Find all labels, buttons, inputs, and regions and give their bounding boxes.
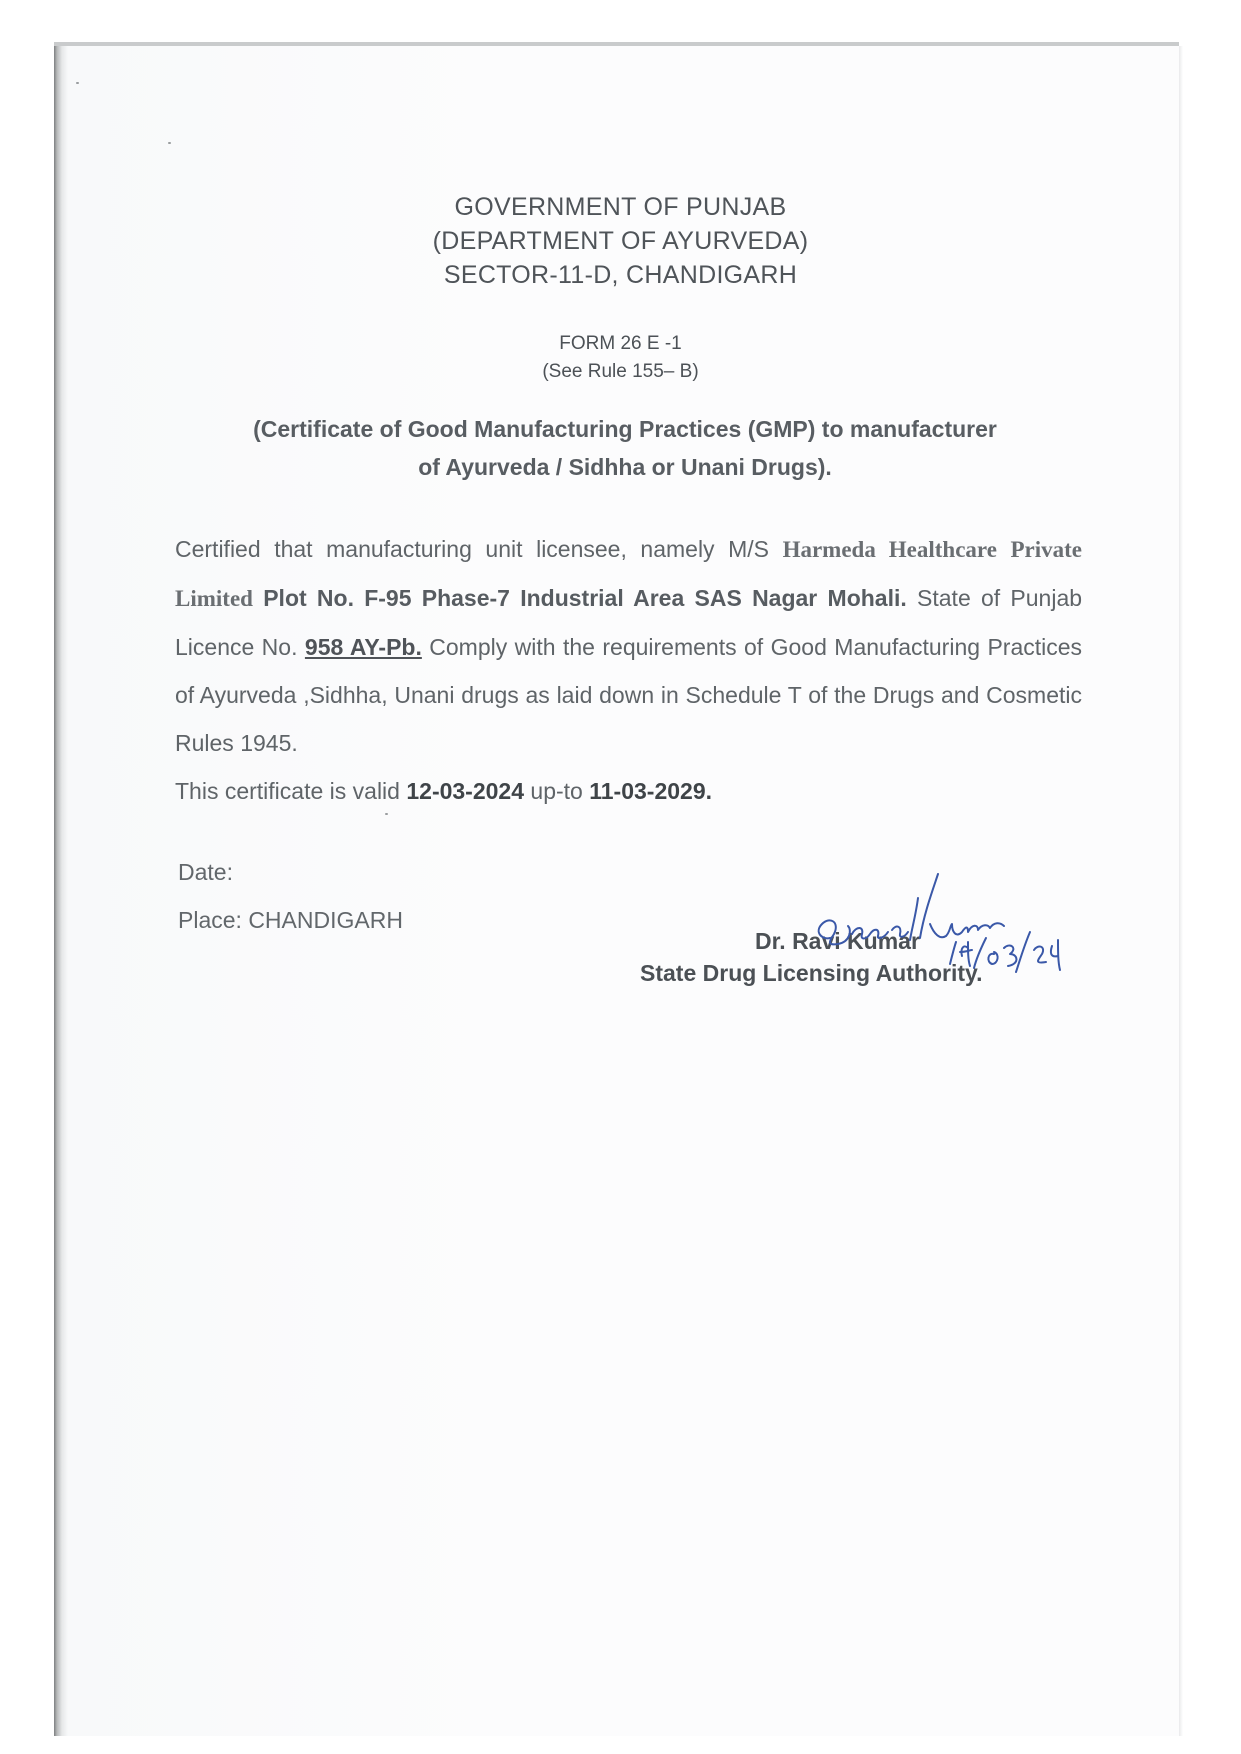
certificate-body	[175, 525, 1082, 815]
date-stroke	[1051, 940, 1060, 970]
signature-stroke	[892, 927, 908, 937]
certificate-title	[170, 410, 1080, 486]
signatory-name: Dr. Ravi Kumar	[755, 928, 920, 954]
header-address: SECTOR-11-D, CHANDIGARH	[443, 261, 798, 289]
body-intro: Certified that manufacturing unit licensee, namely M/S	[175, 536, 770, 562]
form-rule: (See Rule 155– B)	[542, 361, 699, 382]
certificate-title-line2: of Ayurveda / Sidhha or Unani Drugs).	[418, 454, 832, 480]
form-number: FORM 26 E -1	[559, 333, 682, 354]
signature-stroke	[819, 920, 850, 944]
date-label: Date:	[178, 859, 233, 885]
form-reference	[0, 330, 1241, 386]
date-stroke	[1004, 946, 1017, 966]
requirements-text: requirements of Good Manufacturing Practices of Ayurveda ,Sidhha, Unani	[175, 634, 1083, 708]
date-stroke	[950, 942, 956, 964]
signature-stroke	[920, 874, 938, 938]
validity-prefix: This certificate is valid	[175, 778, 400, 804]
company-name-part2: Private Limited	[175, 537, 1082, 611]
header-department: (DEPARTMENT OF AYURVEDA)	[432, 227, 809, 255]
comply-text: Comply with the	[429, 634, 595, 660]
date-stroke	[960, 942, 972, 966]
valid-from-date: 12-03-2024	[406, 778, 525, 804]
date-stroke	[1034, 947, 1046, 963]
signature-stroke	[930, 923, 1004, 937]
licence-number: 958 AY-Pb.	[304, 634, 422, 660]
date-place-block	[178, 848, 403, 944]
signature-stroke	[852, 928, 888, 939]
validity-mid: up-to	[530, 778, 583, 804]
scan-speck	[168, 142, 171, 144]
company-address: Plot No. F-95 Phase-7 Industrial Area SAS Nagar	[263, 585, 818, 611]
handwritten-signature	[800, 868, 1080, 978]
date-stroke	[988, 952, 997, 964]
certificate-title-line1: (Certificate of Good Manufacturing Practices (GMP) to manufacturer	[253, 416, 997, 442]
date-stroke	[1016, 932, 1030, 972]
date-stroke	[974, 938, 986, 968]
signature-stroke	[910, 898, 918, 940]
licence-text: State of Punjab Licence No.	[175, 585, 1083, 660]
department-header	[0, 190, 1241, 292]
valid-to-date: 11-03-2029.	[589, 778, 713, 804]
place-label: Place: CHANDIGARH	[178, 907, 403, 933]
scan-speck	[76, 82, 79, 84]
signatory-designation: State Drug Licensing Authority.	[640, 960, 983, 986]
header-government: GOVERNMENT OF PUNJAB	[454, 193, 787, 221]
company-name-part1: Harmeda Healthcare	[782, 537, 997, 562]
schedule-text: drugs as laid down in Schedule T of the Drugs and Cosmetic Rules 1945.	[175, 682, 1082, 756]
company-city: Mohali.	[827, 585, 907, 611]
